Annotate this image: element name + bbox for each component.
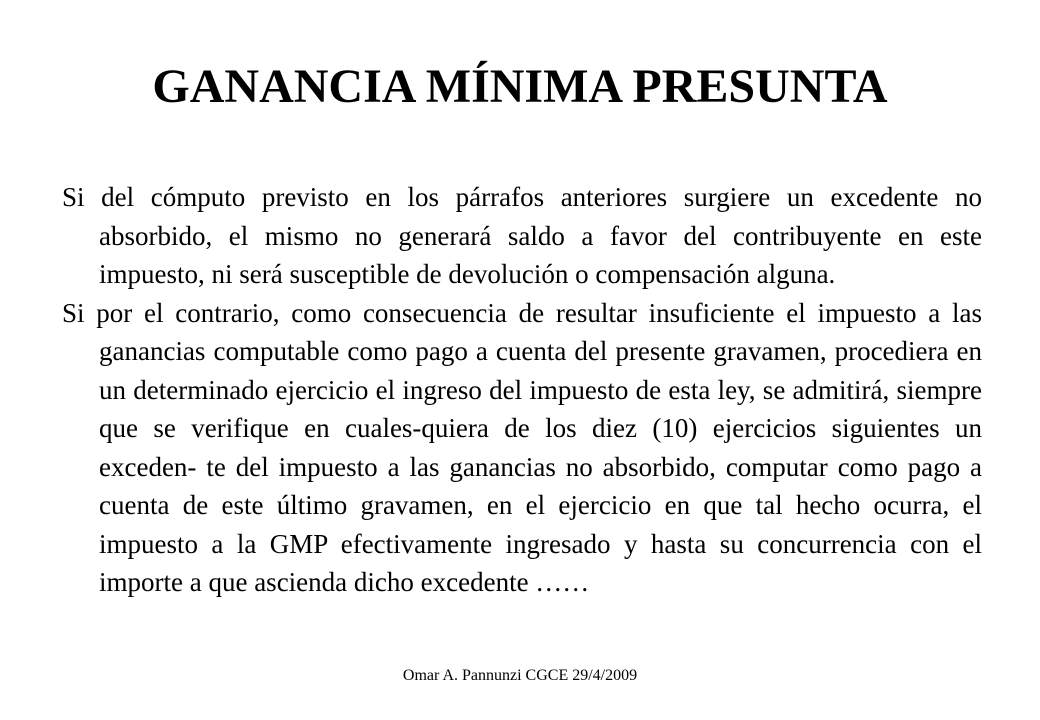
slide-body bbox=[62, 178, 982, 602]
slide-footer: Omar A. Pannunzi CGCE 29/4/2009 bbox=[402, 667, 638, 684]
paragraph-1: Si del cómputo previsto en los párrafos anteriores surgiere un excedente no absorbido, el mismo no generará saldo a favor del contribuyente en este impuesto, ni será susceptible de devolución o compensación alguna. bbox=[62, 182, 982, 289]
slide-title: GANANCIA MÍNIMA PRESUNTA bbox=[152, 60, 888, 113]
paragraph-2: Si por el contrario, como consecuencia de resultar insuficiente el impuesto a las ganancias computable como pago a cuenta del presente gravamen, procediera en un determinado ejercicio el ingreso del impuesto de esta ley, se admitirá, siempre que se verifique en cuales-quiera de los diez (10) ejercicios siguientes un exceden- te del impuesto a las ganancias no absorbido, computar como pago a cuenta de este último gravamen, en el ejercicio en que tal hecho ocurra, el impuesto a la GMP efectivamente ingresado y hasta su concurrencia con el importe a que ascienda dicho excedente …… bbox=[62, 297, 982, 597]
